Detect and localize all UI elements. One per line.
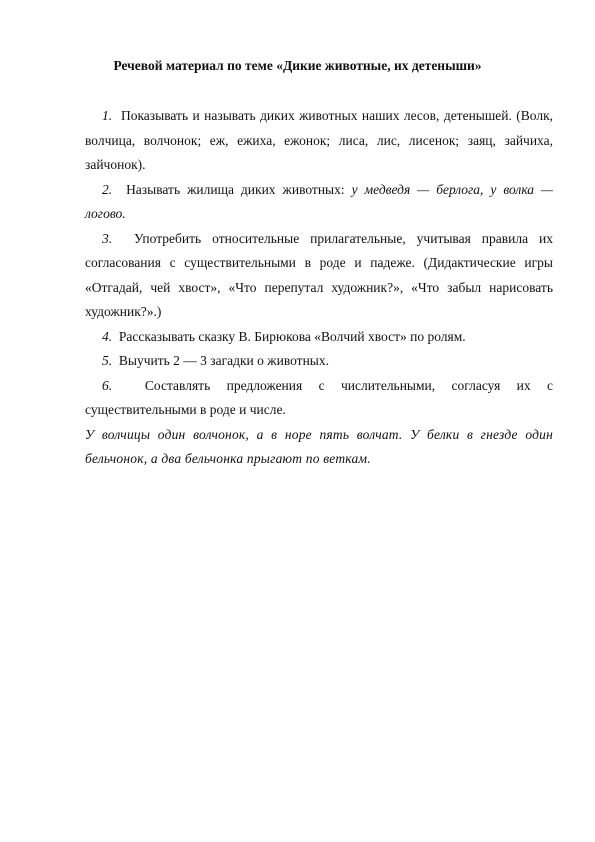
list-item-4 bbox=[85, 325, 553, 350]
item-italic-text: у медведя — берлога, у волка — логово. bbox=[85, 181, 554, 221]
item-text: Выучить 2 — 3 загадки о животных. bbox=[118, 353, 330, 368]
list-item-6 bbox=[85, 374, 553, 423]
item-text: Показывать и называть диких животных наших лесов, детенышей. (Волк, волчица, волчонок; еж, ежиха, ежонок; лиса, лис, лисенок; заяц, зайчиха, зайчонок). bbox=[85, 108, 554, 172]
item-text: Употребить относительные прилагательные, учитывая правила их согласования с существительными в роде и падеже. (Дидактические игры «Отгадай, чей хвост», «Что перепутал художник?», «Что забыл нарисовать художник?».) bbox=[85, 230, 553, 319]
item-number: 3. bbox=[102, 230, 113, 246]
item-text: Рассказывать сказку В. Бирюкова «Волчий хвост» по ролям. bbox=[118, 328, 466, 344]
item-number: 4. bbox=[102, 328, 113, 344]
list-item-5 bbox=[85, 349, 553, 374]
item-number: 2. bbox=[102, 181, 113, 197]
item-number: 6. bbox=[102, 377, 113, 393]
list-item-2 bbox=[85, 178, 553, 227]
list-item-3 bbox=[85, 227, 553, 325]
document-body bbox=[85, 104, 553, 472]
list-item-1 bbox=[85, 104, 553, 178]
item-number: 1. bbox=[102, 108, 113, 123]
document-title: Речевой материал по теме «Дикие животные, их детеныши» bbox=[113, 58, 482, 73]
item-text: Составлять предложения с числительными, согласуя их с существительными в роде и числе. bbox=[85, 377, 554, 417]
item-text: Называть жилища диких животных: bbox=[126, 181, 352, 197]
example-sentences: У волчицы один волчонок, а в норе пять волчат. У белки в гнезде один бельчонок, а два бельчонка прыгают по веткам. bbox=[85, 426, 553, 466]
item-number: 5. bbox=[102, 353, 113, 368]
